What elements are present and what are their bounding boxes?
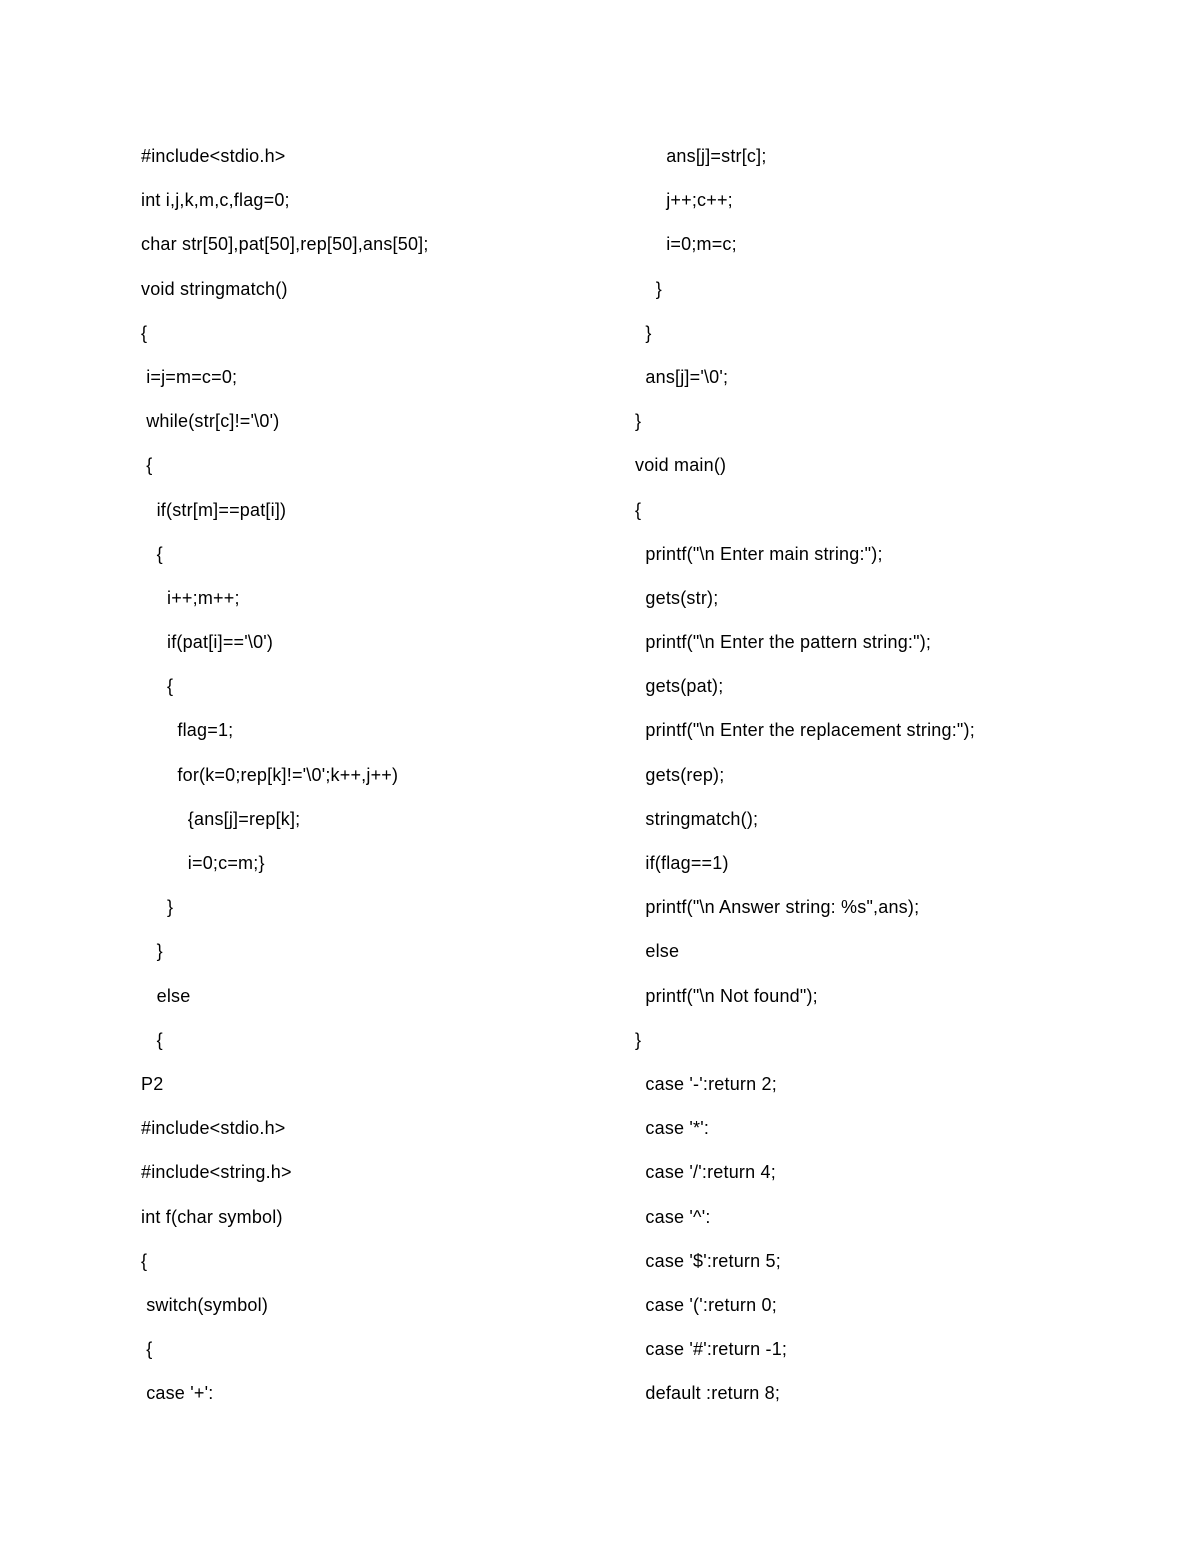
code-line: case '*': — [635, 1118, 710, 1139]
code-line: case '(':return 0; — [635, 1294, 777, 1315]
code-line: } — [635, 1029, 642, 1050]
right-code-column — [635, 134, 1155, 1415]
code-line: i=0;c=m;} — [141, 853, 265, 873]
code-line: {ans[j]=rep[k]; — [141, 808, 301, 829]
code-line: if(pat[i]=='\0') — [141, 632, 274, 653]
section-label-p2: P2 — [141, 1073, 164, 1094]
code-line: } — [141, 897, 174, 918]
code-line: char str[50],pat[50],rep[50],ans[50]; — [141, 234, 429, 255]
code-line: default :return 8; — [635, 1383, 781, 1404]
code-line: stringmatch(); — [635, 808, 759, 829]
code-line: while(str[c]!='\0') — [141, 411, 280, 432]
code-line: gets(str); — [635, 587, 719, 608]
code-line: else — [635, 941, 680, 962]
code-line: printf("\n Not found"); — [635, 985, 818, 1006]
code-line: i++;m++; — [141, 587, 240, 608]
code-line: case '/':return 4; — [635, 1162, 776, 1183]
code-line: case '^': — [635, 1206, 711, 1227]
code-line: printf("\n Enter the pattern string:"); — [635, 632, 932, 653]
code-line: { — [635, 499, 642, 520]
code-line: i=0;m=c; — [635, 234, 737, 255]
code-line: printf("\n Enter main string:"); — [635, 543, 883, 564]
code-line: void main() — [635, 455, 727, 476]
code-line: gets(pat); — [635, 676, 724, 697]
code-line: j++;c++; — [635, 190, 733, 211]
code-line: { — [141, 455, 153, 476]
code-line: #include<stdio.h> — [141, 1118, 286, 1139]
code-line: case '+': — [141, 1383, 214, 1404]
code-line: ans[j]=str[c]; — [635, 146, 767, 166]
code-line: #include<string.h> — [141, 1162, 292, 1183]
code-line: case '-':return 2; — [635, 1073, 777, 1094]
code-line: case '$':return 5; — [635, 1250, 781, 1271]
code-line: printf("\n Enter the replacement string:"); — [635, 720, 975, 741]
code-line: { — [141, 1029, 163, 1050]
code-line: for(k=0;rep[k]!='\0';k++,j++) — [141, 764, 399, 785]
code-line: if(flag==1) — [635, 853, 729, 873]
code-line: #include<stdio.h> — [141, 146, 286, 166]
code-line: } — [635, 411, 642, 432]
left-code-column — [141, 134, 601, 1415]
code-line: { — [141, 1339, 153, 1360]
code-line: void stringmatch() — [141, 278, 288, 299]
code-line: } — [635, 322, 652, 343]
code-line: int i,j,k,m,c,flag=0; — [141, 190, 290, 211]
code-line: { — [141, 322, 148, 343]
code-line: } — [635, 278, 663, 299]
code-line: } — [141, 941, 163, 962]
code-line: switch(symbol) — [141, 1294, 269, 1315]
code-line: gets(rep); — [635, 764, 725, 785]
code-line: { — [141, 676, 174, 697]
code-line: case '#':return -1; — [635, 1339, 788, 1360]
code-line: printf("\n Answer string: %s",ans); — [635, 897, 920, 918]
code-line: i=j=m=c=0; — [141, 366, 238, 387]
code-line: int f(char symbol) — [141, 1206, 283, 1227]
code-line: if(str[m]==pat[i]) — [141, 499, 287, 520]
code-line: flag=1; — [141, 720, 234, 741]
code-line: { — [141, 1250, 148, 1271]
code-line: else — [141, 985, 191, 1006]
code-line: ans[j]='\0'; — [635, 366, 729, 387]
code-line: { — [141, 543, 163, 564]
